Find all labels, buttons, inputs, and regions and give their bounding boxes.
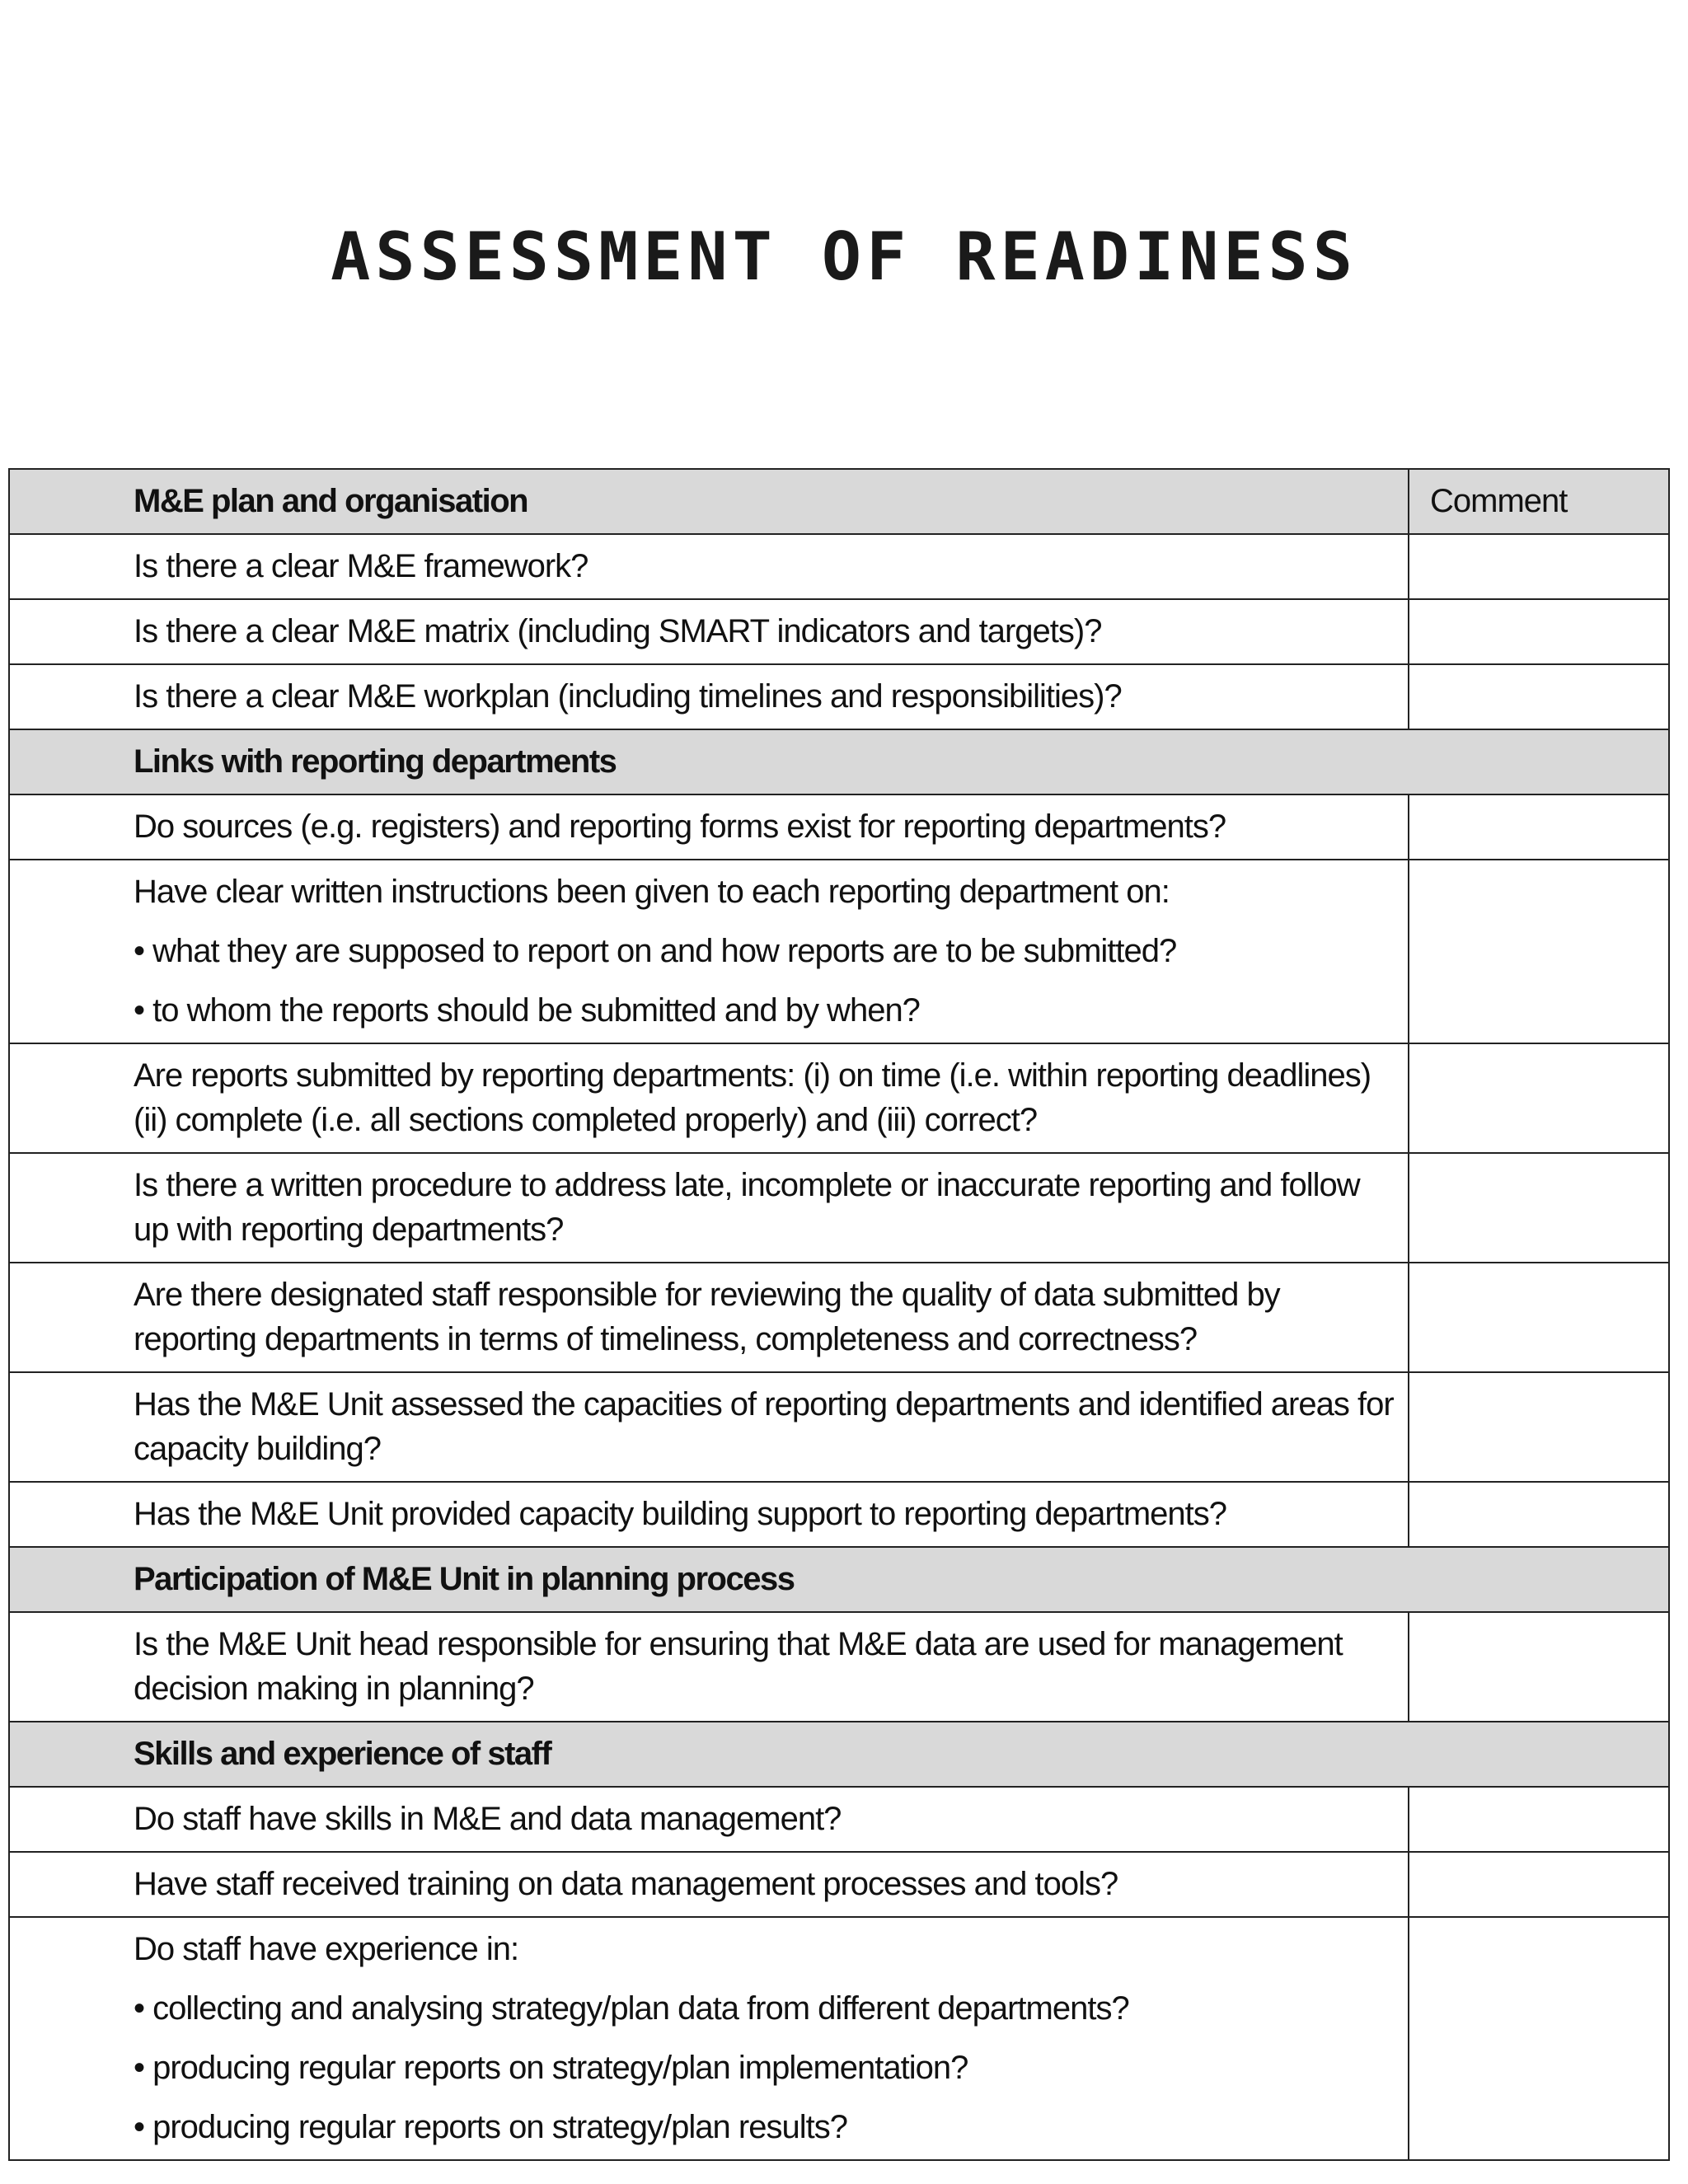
question-text: [10, 795, 1408, 859]
question-row: [9, 1482, 1669, 1547]
question-line: Have staff received training on data management processes and tools?: [134, 1866, 1118, 1902]
question-row: [9, 664, 1669, 729]
question-bullet: • producing regular reports on strategy/plan implementation?: [134, 2050, 968, 2086]
question-bullet: • collecting and analysing strategy/plan data from different departments?: [134, 1990, 1129, 2027]
question-row: [9, 1043, 1669, 1153]
question-text: [10, 1044, 1408, 1152]
question-line: Is the M&E Unit head responsible for ensuring that M&E data are used for management decision making in planning?: [134, 1626, 1343, 1707]
question-line: Is there a clear M&E framework?: [134, 548, 588, 584]
section-header-row: [9, 1722, 1669, 1787]
comment-cell[interactable]: [1409, 1372, 1669, 1482]
question-bullet: • to whom the reports should be submitted and by when?: [134, 992, 920, 1029]
comment-header-cell: [1409, 469, 1669, 534]
question-row: [9, 1153, 1669, 1263]
question-cell: [9, 599, 1409, 664]
question-text: [10, 1263, 1408, 1371]
section-heading: Links with reporting departments: [134, 743, 617, 780]
question-cell: [9, 794, 1409, 860]
question-line: Are there designated staff responsible for reviewing the quality of data submitted by reporting departments in terms of timeliness, completeness and correctness?: [134, 1277, 1280, 1357]
question-line: Has the M&E Unit provided capacity building support to reporting departments?: [134, 1496, 1226, 1532]
question-row: [9, 860, 1669, 1043]
question-line: Is there a clear M&E workplan (including timelines and responsibilities)?: [134, 678, 1122, 715]
comment-cell[interactable]: [1409, 1612, 1669, 1722]
question-row: [9, 599, 1669, 664]
question-bullet: • producing regular reports on strategy/plan results?: [134, 2109, 847, 2145]
section-heading-cell: [9, 729, 1669, 794]
question-cell: [9, 1612, 1409, 1722]
question-row: [9, 1917, 1669, 2160]
question-row: [9, 1852, 1669, 1917]
question-text: [10, 1918, 1408, 2159]
section-heading: Skills and experience of staff: [134, 1736, 551, 1772]
section-header-row: [9, 1547, 1669, 1612]
comment-cell[interactable]: [1409, 1852, 1669, 1917]
comment-cell[interactable]: [1409, 1153, 1669, 1263]
question-cell: [9, 860, 1409, 1043]
section-heading-cell: [9, 1722, 1669, 1787]
question-cell: [9, 1787, 1409, 1852]
question-row: [9, 1263, 1669, 1372]
comment-cell[interactable]: [1409, 1043, 1669, 1153]
comment-column-header: Comment: [1430, 483, 1568, 519]
comment-cell[interactable]: [1409, 860, 1669, 1043]
question-cell: [9, 534, 1409, 599]
question-row: [9, 534, 1669, 599]
question-text: [10, 1483, 1408, 1546]
comment-cell[interactable]: [1409, 1787, 1669, 1852]
question-cell: [9, 1372, 1409, 1482]
comment-cell[interactable]: [1409, 599, 1669, 664]
section-header-row: [9, 469, 1669, 534]
question-text: [10, 600, 1408, 663]
section-heading: Participation of M&E Unit in planning process: [134, 1561, 795, 1597]
question-text: [10, 1788, 1408, 1851]
question-text: [10, 1373, 1408, 1481]
question-line: Is there a clear M&E matrix (including SMART indicators and targets)?: [134, 613, 1102, 649]
question-cell: [9, 664, 1409, 729]
comment-cell[interactable]: [1409, 664, 1669, 729]
question-text: [10, 535, 1408, 598]
question-row: [9, 1612, 1669, 1722]
section-header-row: [9, 729, 1669, 794]
question-row: [9, 1787, 1669, 1852]
question-line: Do sources (e.g. registers) and reporting forms exist for reporting departments?: [134, 808, 1226, 845]
question-text: [10, 1613, 1408, 1721]
page-title: ASSESSMENT OF READINESS: [331, 218, 1357, 295]
question-line: Do staff have experience in:: [134, 1931, 519, 1967]
question-line: Do staff have skills in M&E and data management?: [134, 1801, 842, 1837]
comment-cell[interactable]: [1409, 534, 1669, 599]
question-text: [10, 665, 1408, 729]
comment-cell[interactable]: [1409, 1482, 1669, 1547]
question-bullet: • what they are supposed to report on and how reports are to be submitted?: [134, 933, 1177, 969]
comment-cell[interactable]: [1409, 1263, 1669, 1372]
question-cell: [9, 1917, 1409, 2160]
question-line: Have clear written instructions been given to each reporting department on:: [134, 874, 1170, 910]
question-cell: [9, 1482, 1409, 1547]
question-text: [10, 1154, 1408, 1262]
question-line: Are reports submitted by reporting departments: (i) on time (i.e. within reporting deadlines) (ii) complete (i.e. all sections completed properly) and (iii) correct?: [134, 1057, 1372, 1138]
question-line: Is there a written procedure to address late, incomplete or inaccurate reporting and follow up with reporting departments?: [134, 1167, 1360, 1248]
question-line: Has the M&E Unit assessed the capacities of reporting departments and identified areas for capacity building?: [134, 1386, 1394, 1467]
question-text: [10, 1853, 1408, 1916]
section-heading-cell: [9, 1547, 1669, 1612]
question-cell: [9, 1153, 1409, 1263]
comment-cell[interactable]: [1409, 1917, 1669, 2160]
question-cell: [9, 1852, 1409, 1917]
question-row: [9, 1372, 1669, 1482]
section-heading-cell: [9, 469, 1409, 534]
question-cell: [9, 1043, 1409, 1153]
checklist-body: [9, 469, 1669, 2160]
question-row: [9, 794, 1669, 860]
section-heading: M&E plan and organisation: [134, 483, 528, 519]
question-cell: [9, 1263, 1409, 1372]
question-text: [10, 860, 1408, 1043]
comment-cell[interactable]: [1409, 794, 1669, 860]
readiness-checklist-table: [8, 468, 1670, 2161]
